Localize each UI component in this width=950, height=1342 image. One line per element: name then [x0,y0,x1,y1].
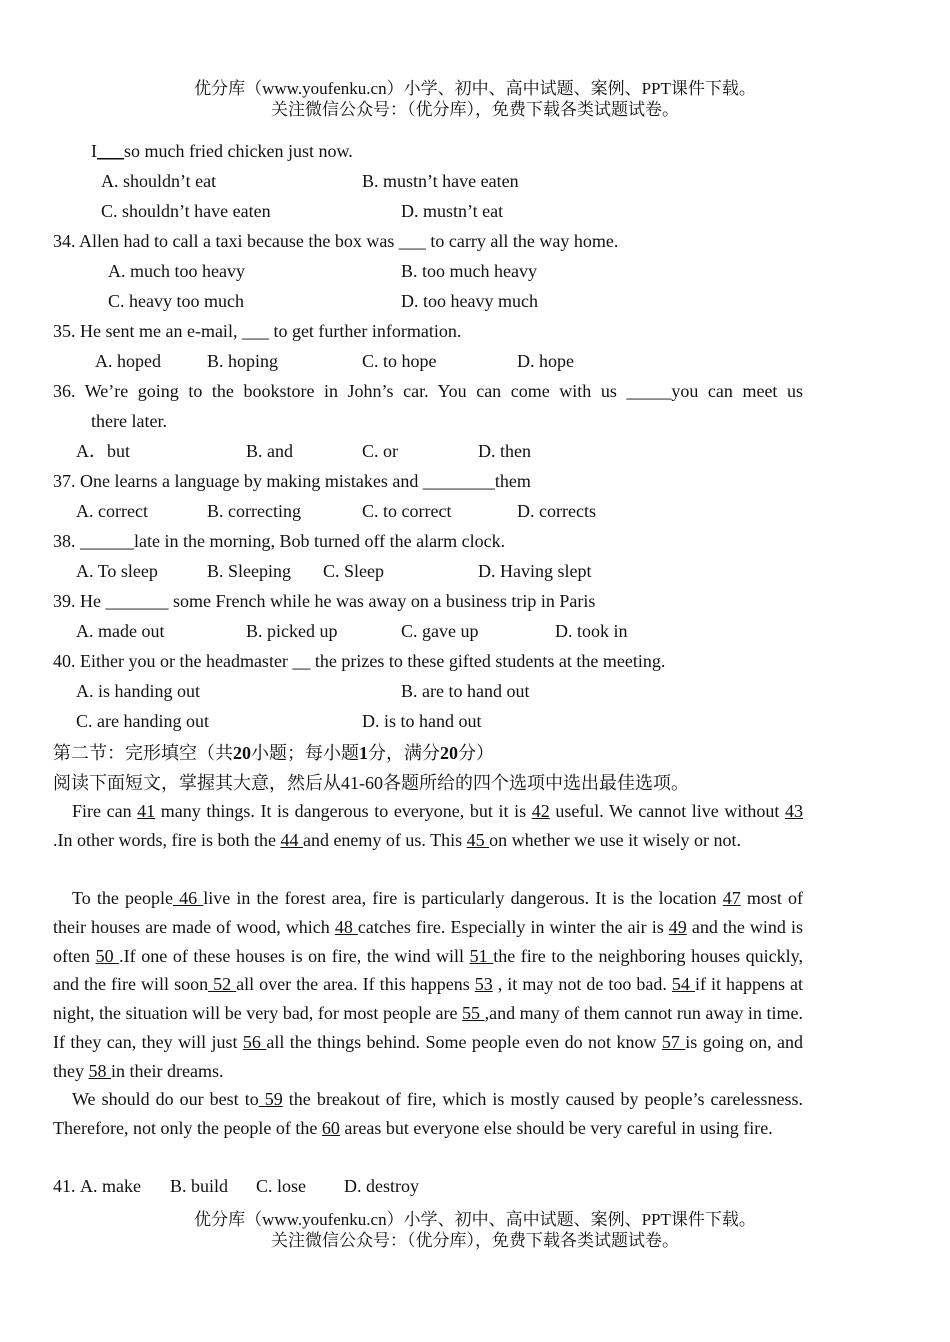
question-35-stem: 35. He sent me an e-mail, ___ to get further information. [53,321,462,341]
q34-option-d: D. too heavy much [401,291,538,311]
question-34-stem: 34. Allen had to call a taxi because the box was ___ to carry all the way home. [53,231,619,251]
passage-text: on whether we use it wisely or not. [489,829,742,850]
q37-option-a: A. correct [76,501,148,521]
question-36-stem-line1: 36. We’re going to the bookstore in John’s car. You can come with us _____you can meet us [53,381,803,401]
q33-option-a: A. shouldn’t eat [101,171,217,191]
question-38-stem: 38. ______late in the morning, Bob turned off the alarm clock. [53,531,506,551]
q35-option-b: B. hoping [207,351,279,371]
q38-option-d: D. Having slept [478,561,592,581]
passage-text: many things. It is dangerous to everyone, but it is [155,801,532,821]
q39-option-b: B. picked up [246,621,338,641]
title-text: 第二节：完形填空（共 [53,743,233,763]
q40-option-d: D. is to hand out [362,711,482,731]
q35-option-d: D. hope [517,351,574,371]
passage-text: To the people [72,888,173,908]
cloze-blank-number: 53 [474,974,493,995]
q41-option-b: B. build [170,1176,229,1196]
q35-option-c: C. to hope [362,351,437,371]
passage-text: live in the forest area, fire is particularly dangerous. It is the location [203,888,723,908]
q37-option-c: C. to correct [362,501,452,521]
question-33-stem [91,139,353,163]
q36-option-c: C. or [362,441,398,461]
passage-text: .If one of these houses is on fire, the wind will [119,945,470,966]
q33-option-b: B. mustn’t have eaten [362,171,519,191]
question-40-stem: 40. Either you or the headmaster __ the prizes to these gifted students at the meeting. [53,651,666,671]
q41-option-a: A. make [80,1176,141,1196]
title-text: 小题；每小题 [251,743,359,763]
title-number: 1 [359,743,368,763]
q38-option-b: B. Sleeping [207,561,291,581]
cloze-blank-number: 58 [88,1060,111,1081]
section-2-instruction: 阅读下面短文，掌握其大意，然后从41-60各题所给的四个选项中选出最佳选项。 [53,773,689,793]
title-text: 分） [458,743,494,763]
title-number: 20 [440,743,458,763]
cloze-blank-number: 47 [722,888,741,908]
title-text: 分，满分 [368,743,440,763]
q33-option-c: C. shouldn’t have eaten [101,201,271,221]
cloze-blank-number: 44 [280,829,303,850]
cloze-blank-number: 52 [208,974,237,995]
cloze-blank-number: 54 [671,974,695,995]
section-2-title [53,741,494,765]
cloze-blank-number: 41 [137,801,156,821]
q34-option-c: C. heavy too much [108,291,244,311]
page-footer-line2: 关注微信公众号：（优分库），免费下载各类试题试卷。 [271,1231,679,1250]
q39-option-a: A. made out [76,621,165,641]
passage-text: in their dreams. [111,1060,224,1081]
q34-option-b: B. too much heavy [401,261,537,281]
q39-option-c: C. gave up [401,621,479,641]
passage-paragraph-2 [53,884,803,1086]
passage-text: , it may not de too bad. [492,974,672,995]
cloze-blank-number: 59 [258,1089,283,1109]
q36-option-a: A．but [76,441,130,461]
passage-text: all over the area. If this happens [236,974,475,995]
cloze-blank-number: 55 [462,1003,485,1024]
cloze-blank-number: 43 [785,801,803,821]
q33-option-d: D. mustn’t eat [401,201,504,221]
passage-text: ,and many of them cannot run away in time. If they can, they will just [53,1003,803,1052]
stem-text: I [91,141,97,161]
passage-text: catches fire. Especially in winter the air is [357,916,669,937]
q37-option-d: D. corrects [517,501,596,521]
cloze-blank-number: 50 [95,945,120,966]
cloze-blank-number: 48 [334,916,358,937]
question-39-stem: 39. He _______ some French while he was away on a business trip in Paris [53,591,596,611]
passage-text: is going on, and they [53,1031,804,1081]
passage-text: if it happens at night, the situation will be very bad, for most people are [53,974,804,1024]
cloze-blank-number: 49 [668,916,687,937]
answer-blank: ___ [97,141,124,161]
cloze-blank-number: 42 [531,801,550,821]
q38-option-a: A. To sleep [76,561,158,581]
title-number: 20 [233,743,251,763]
question-37-stem: 37. One learns a language by making mistakes and ________them [53,471,531,491]
passage-paragraph-1 [53,797,803,855]
question-41-number: 41. [53,1176,76,1196]
q38-option-c: C. Sleep [323,561,384,581]
cloze-blank-number: 56 [242,1031,267,1052]
passage-text: areas but everyone else should be very careful in using fire. [339,1117,773,1138]
passage-text: .In other words, fire is both the [53,829,281,850]
passage-text: We should do our best to [72,1089,259,1109]
passage-text: Fire can [72,801,138,821]
q36-option-d: D. then [478,441,531,461]
page-header-line2: 关注微信公众号：（优分库），免费下载各类试题试卷。 [271,100,679,119]
page-footer-line1: 优分库（www.youfenku.cn）小学、初中、高中试题、案例、PPT课件下载。 [194,1210,756,1229]
q41-option-c: C. lose [256,1176,307,1196]
cloze-blank-number: 57 [661,1031,686,1052]
passage-text: useful. We cannot live without [549,801,785,821]
q39-option-d: D. took in [555,621,628,641]
q40-option-a: A. is handing out [76,681,200,701]
passage-text: most of their houses are made of wood, which [53,888,803,937]
cloze-blank-number: 46 [172,888,204,908]
page-header-line1: 优分库（www.youfenku.cn）小学、初中、高中试题、案例、PPT课件下载。 [194,79,756,98]
passage-text: the fire to the neighboring houses quickly, and the fire will soon [53,945,803,995]
cloze-blank-number: 45 [466,829,490,850]
passage-paragraph-3 [53,1085,803,1143]
passage-text: the breakout of fire, which is mostly caused by people’s carelessness. Therefore, not only the people of the [53,1089,804,1138]
cloze-blank-number: 60 [321,1117,340,1138]
cloze-blank-number: 51 [469,945,494,966]
stem-text: so much fried chicken just now. [124,141,353,161]
passage-text: and enemy of us. This [302,829,467,850]
q40-option-b: B. are to hand out [401,681,530,701]
q41-option-d: D. destroy [344,1176,419,1196]
q40-option-c: C. are handing out [76,711,209,731]
q34-option-a: A. much too heavy [108,261,245,281]
question-36-stem-line2: there later. [91,411,167,431]
q36-option-b: B. and [246,441,293,461]
q37-option-b: B. correcting [207,501,301,521]
q35-option-a: A. hoped [95,351,161,371]
passage-text: and the wind is often [53,916,803,966]
passage-text: all the things behind. Some people even do not know [266,1031,662,1052]
